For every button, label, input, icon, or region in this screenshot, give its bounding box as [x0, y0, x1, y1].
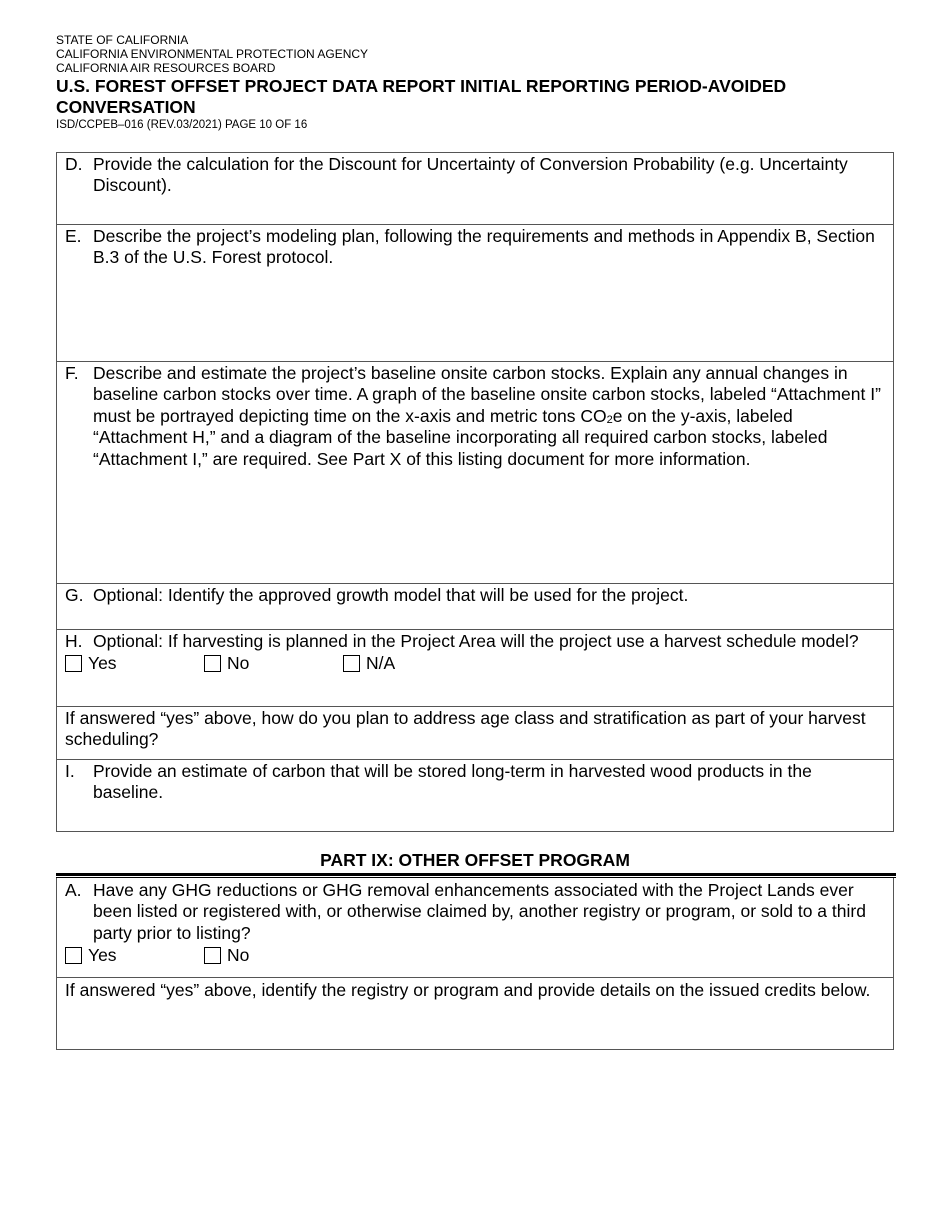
question-i[interactable] — [57, 760, 893, 831]
checkbox-no[interactable] — [204, 945, 249, 966]
checkbox-box[interactable] — [65, 655, 82, 672]
other-program-followup[interactable] — [57, 978, 893, 1049]
checkbox-box[interactable] — [204, 947, 221, 964]
question-letter: H. — [65, 631, 83, 651]
question-g[interactable] — [57, 584, 893, 630]
question-text: Optional: Identify the approved growth model that will be used for the project. — [93, 585, 689, 605]
question-text — [93, 363, 883, 470]
question-text: Provide the calculation for the Discount for Uncertainty of Conversion Probability (e.g. Uncertainty Discount). — [93, 154, 848, 196]
question-h — [57, 630, 893, 707]
header-board: CALIFORNIA AIR RESOURCES BOARD — [56, 61, 276, 75]
form-header — [56, 33, 896, 132]
harvest-followup[interactable] — [57, 707, 893, 760]
question-letter: G. — [65, 585, 84, 605]
question-text: Describe the project’s modeling plan, following the requirements and methods in Appendix B, Section B.3 of the U.S. Forest protocol. — [93, 226, 875, 268]
header-agency: CALIFORNIA ENVIRONMENTAL PROTECTION AGENCY — [56, 47, 369, 61]
checkbox-label: Yes — [88, 652, 117, 673]
checkbox-label: Yes — [88, 944, 117, 965]
question-letter: I. — [65, 761, 75, 781]
question-letter: D. — [65, 154, 83, 174]
checkbox-yes[interactable] — [65, 945, 204, 966]
form-id: ISD/CCPEB–016 (REV.03/2021) PAGE 10 OF 16 — [56, 119, 308, 131]
question-text: Optional: If harvesting is planned in the Project Area will the project use a harvest schedule model? — [93, 631, 859, 651]
question-text: If answered “yes” above, how do you plan to address age class and stratification as part of your harvest scheduling? — [65, 708, 866, 750]
question-letter: F. — [65, 363, 79, 383]
question-text: Have any GHG reductions or GHG removal enhancements associated with the Project Lands ever been listed or registered with, or otherwise claimed by, another registry or program, or sold to a third party prior to listing? — [93, 880, 866, 943]
question-letter: E. — [65, 226, 82, 246]
part-ix-title: PART IX: OTHER OFFSET PROGRAM — [320, 850, 630, 870]
checkbox-box[interactable] — [343, 655, 360, 672]
form-title: U.S. FOREST OFFSET PROJECT DATA REPORT INITIAL REPORTING PERIOD-AVOIDED CONVERSATION — [56, 76, 787, 117]
question-text-part-a: Describe and estimate the project’s baseline onsite carbon stocks. Explain any annual changes in baseline carbon stocks over time. A graph of the baseline onsite carbon stocks, labeled “Attachment I” must be portrayed depicting time on the x-axis and metric tons CO — [93, 363, 881, 426]
checkbox-box[interactable] — [204, 655, 221, 672]
header-state: STATE OF CALIFORNIA — [56, 33, 189, 47]
checkbox-yes[interactable] — [65, 653, 204, 674]
question-text: Provide an estimate of carbon that will be stored long-term in harvested wood products in the baseline. — [93, 761, 812, 803]
harvest-schedule-options — [65, 652, 883, 674]
question-text: If answered “yes” above, identify the registry or program and provide details on the issued credits below. — [65, 980, 871, 1000]
part9-table — [56, 878, 894, 1050]
question-text-part-b: e on the y-axis, labeled “Attachment H,” and a diagram of the baseline incorporating all required carbon stocks, labeled “Attachment I,” are required. See Part X of this listing document for more information. — [93, 405, 828, 469]
checkbox-label: No — [227, 652, 250, 673]
checkbox-na[interactable] — [343, 653, 395, 674]
question-letter: A. — [65, 880, 82, 900]
question-e[interactable] — [57, 225, 893, 362]
checkbox-no[interactable] — [204, 653, 343, 674]
question-a — [57, 878, 893, 978]
question-d[interactable] — [57, 153, 893, 225]
checkbox-label: N/A — [366, 652, 396, 673]
checkbox-label: No — [227, 944, 250, 965]
checkbox-box[interactable] — [65, 947, 82, 964]
part8-table — [56, 152, 894, 832]
subscript-2: 2 — [606, 413, 613, 426]
other-program-options — [65, 944, 883, 966]
question-f[interactable] — [57, 362, 893, 584]
